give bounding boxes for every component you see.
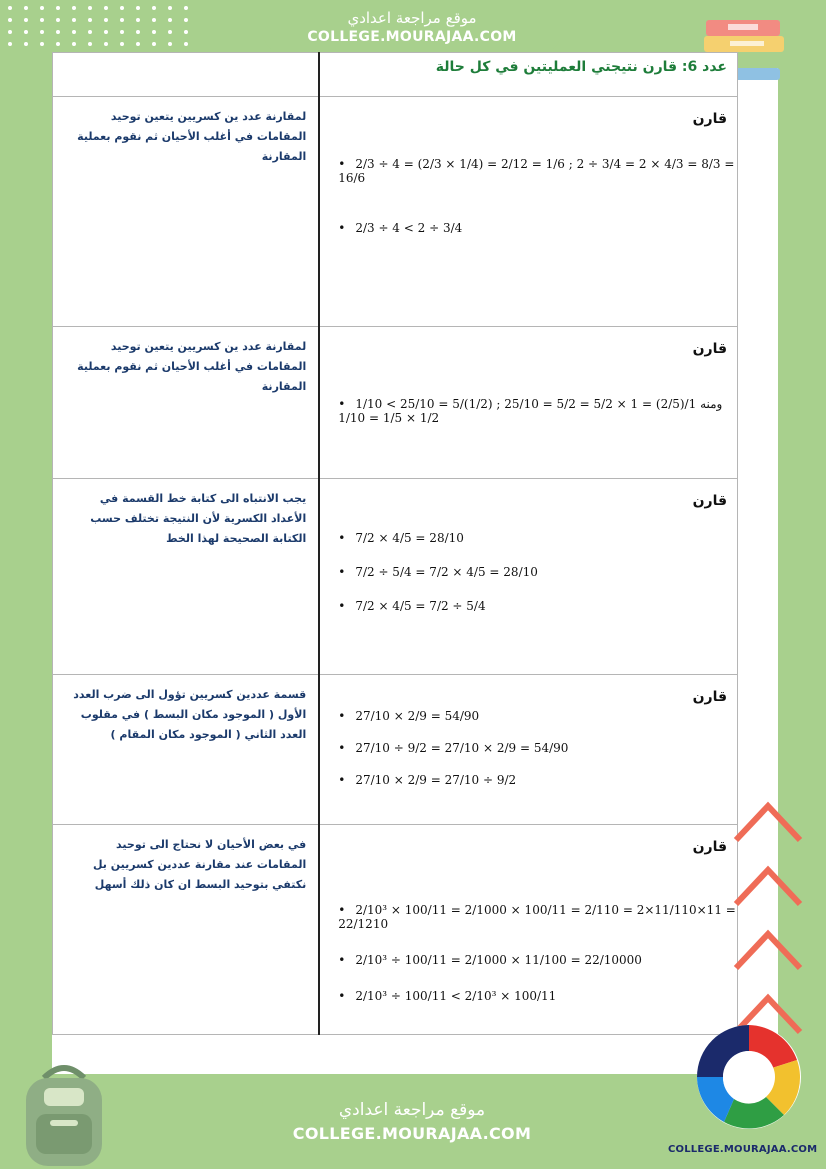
decorative-dot	[104, 18, 108, 22]
decorative-dot	[8, 42, 12, 46]
decorative-dot	[120, 6, 124, 10]
work-cell	[319, 327, 737, 479]
work-line: • 2/10³ × 100/11 = 2/1000 × 100/11 = 2/110 = 2×11/110×11 = 22/1210	[338, 903, 736, 931]
note-text: لمقارنة عدد ين كسريين يتعين توحيد المقامات في أغلب الأحيان ثم نقوم بعملية المقارنة	[77, 340, 307, 393]
decorative-dot	[24, 6, 28, 10]
frame-left	[0, 0, 52, 1169]
header-tab	[262, 0, 562, 58]
decorative-dot	[104, 42, 108, 46]
work-line: • 7/2 ÷ 5/4 = 7/2 × 4/5 = 28/10	[338, 565, 538, 579]
work-line: • 1/10 < 25/10 ومنه 1/(2/5) = 1 × 5/2 = 5/2 = 25/10 ; (1/2)/5 = 1/2 × 1/5 = 1/10	[338, 397, 722, 425]
exercise-title: عدد 6: قارن نتيجتي العمليتين في كل حالة	[435, 59, 727, 75]
decorative-dot	[88, 30, 92, 34]
decorative-dot	[104, 6, 108, 10]
decorative-dot	[56, 30, 60, 34]
decorative-dot	[136, 30, 140, 34]
work-line: • 2/10³ ÷ 100/11 < 2/10³ × 100/11	[338, 989, 556, 1003]
decorative-dot	[152, 18, 156, 22]
decorative-dot	[56, 18, 60, 22]
question-label: قارن	[692, 111, 727, 127]
decorative-dot	[40, 30, 44, 34]
decorative-dot	[24, 18, 28, 22]
decorative-dot	[40, 42, 44, 46]
work-cell	[319, 675, 737, 825]
work-line: • 2/3 ÷ 4 < 2 ÷ 3/4	[338, 221, 462, 235]
site-logo-icon	[694, 1022, 804, 1132]
decorative-dot	[8, 18, 12, 22]
table-row	[53, 97, 738, 327]
decorative-dot	[88, 42, 92, 46]
note-text: يجب الانتباه الى كتابة خط القسمة في الأعداد الكسرية لأن النتيجة تختلف حسب الكتابة الصحيحة لهذا الخط	[90, 492, 307, 545]
work-line: • 7/2 × 4/5 = 28/10	[338, 531, 464, 545]
decorative-dot	[184, 42, 188, 46]
decorative-dot	[120, 30, 124, 34]
logo-caption[interactable]: COLLEGE.MOURAJAA.COM	[668, 1144, 818, 1155]
decorative-dot	[152, 30, 156, 34]
decorative-dot	[56, 42, 60, 46]
table-row	[53, 825, 738, 1035]
decorative-dot	[56, 6, 60, 10]
decorative-dot	[120, 18, 124, 22]
decorative-dot	[152, 6, 156, 10]
work-line: • 2/10³ ÷ 100/11 = 2/1000 × 11/100 = 22/10000	[338, 953, 642, 967]
note-cell	[53, 825, 320, 1035]
work-cell	[319, 97, 737, 327]
note-cell	[53, 479, 320, 675]
question-label: قارن	[692, 493, 727, 509]
table-row	[53, 327, 738, 479]
decorative-dot	[24, 42, 28, 46]
decorative-dot	[88, 18, 92, 22]
question-label: قارن	[692, 689, 727, 705]
header-note-cell	[53, 53, 320, 97]
note-cell	[53, 327, 320, 479]
note-text: في بعض الأحيان لا نحتاج الى توحيد المقامات عند مقارنة عددين كسريين بل نكتفي بتوحيد البسط ان كان ذلك أسهل	[92, 838, 307, 891]
decorative-dot	[24, 30, 28, 34]
decorative-dot	[168, 42, 172, 46]
decorative-dot	[168, 30, 172, 34]
exercise-table	[52, 52, 738, 1035]
work-line: • 7/2 × 4/5 = 7/2 ÷ 5/4	[338, 599, 485, 613]
note-cell	[53, 675, 320, 825]
decorative-dot	[72, 18, 76, 22]
work-line: • 27/10 × 2/9 = 54/90	[338, 709, 479, 723]
decorative-dot	[120, 42, 124, 46]
work-cell	[319, 479, 737, 675]
decorative-dot	[136, 18, 140, 22]
question-label: قارن	[692, 341, 727, 357]
work-line: • 2/3 ÷ 4 = (2/3 × 1/4) = 2/12 = 1/6 ; 2 ÷ 3/4 = 2 × 4/3 = 8/3 = 16/6	[338, 157, 734, 185]
decorative-dot	[184, 30, 188, 34]
work-cell	[319, 825, 737, 1035]
decorative-dot	[40, 6, 44, 10]
table-row	[53, 675, 738, 825]
chevrons-up-icon	[728, 792, 808, 1052]
footer-tab	[262, 1074, 562, 1169]
footer-site-url[interactable]: COLLEGE.MOURAJAA.COM	[292, 1124, 532, 1143]
decorative-dot	[136, 6, 140, 10]
decorative-dot	[72, 6, 76, 10]
note-cell	[53, 97, 320, 327]
decorative-dot	[136, 42, 140, 46]
work-line: • 27/10 × 2/9 = 27/10 ÷ 9/2	[338, 773, 516, 787]
decorative-dot	[8, 30, 12, 34]
decorative-dot	[104, 30, 108, 34]
decorative-dot	[72, 42, 76, 46]
decorative-dot	[72, 30, 76, 34]
exercise-title-cell	[319, 53, 737, 97]
decorative-dot	[40, 18, 44, 22]
header-site-arabic: موقع مراجعة اعدادي	[347, 9, 477, 27]
footer-site-arabic: موقع مراجعة اعدادي	[338, 1100, 486, 1120]
decorative-dot	[184, 18, 188, 22]
header-site-url[interactable]: COLLEGE.MOURAJAA.COM	[307, 29, 517, 45]
decorative-dot	[184, 6, 188, 10]
decorative-dot	[152, 42, 156, 46]
decorative-dot	[88, 6, 92, 10]
note-text: لمقارنة عدد ين كسريين يتعين توحيد المقامات في أغلب الأحيان ثم نقوم بعملية المقارنة	[77, 110, 307, 163]
decorative-dot	[8, 6, 12, 10]
decorative-dot	[168, 18, 172, 22]
question-label: قارن	[692, 839, 727, 855]
table-row	[53, 479, 738, 675]
backpack-icon	[14, 1058, 114, 1168]
note-text: قسمة عددين كسريين تؤول الى ضرب العدد الأول ( الموجود مكان البسط ) في مقلوب العدد الثاني ( الموجود مكان المقام )	[73, 688, 307, 741]
work-line: • 27/10 ÷ 9/2 = 27/10 × 2/9 = 54/90	[338, 741, 568, 755]
decorative-dots	[8, 6, 198, 56]
decorative-dot	[168, 6, 172, 10]
